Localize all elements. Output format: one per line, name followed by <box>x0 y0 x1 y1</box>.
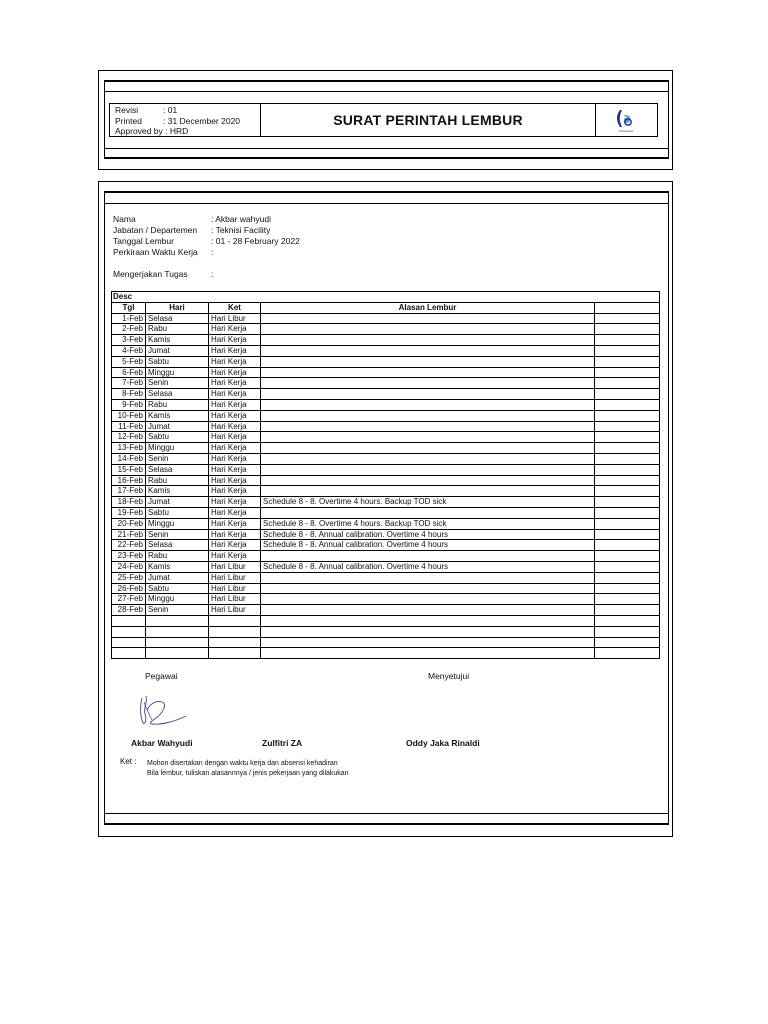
extra-cell <box>595 313 660 324</box>
hari-cell: Senin <box>146 453 209 464</box>
field-tanggal-lembur: Tanggal Lembur : 01 - 28 February 2022 <box>113 236 300 246</box>
ket-cell: Hari Kerja <box>209 345 261 356</box>
pegawai-label: Pegawai <box>145 671 178 681</box>
hari-cell: Jumat <box>146 421 209 432</box>
alasan-cell <box>261 551 595 562</box>
ket-cell: Hari Kerja <box>209 378 261 389</box>
signer-pegawai: Akbar Wahyudi <box>131 738 193 748</box>
table-row <box>112 605 660 616</box>
notes-text <box>147 759 349 779</box>
table-row <box>112 324 660 335</box>
tgl-cell: 27-Feb <box>112 594 146 605</box>
tgl-cell: 23-Feb <box>112 551 146 562</box>
alasan-cell <box>261 464 595 475</box>
extra-cell <box>595 421 660 432</box>
form-rule-top <box>104 203 669 204</box>
extra-cell <box>595 389 660 400</box>
company-logo <box>601 107 651 135</box>
table-row <box>112 551 660 562</box>
hari-cell: Sabtu <box>146 356 209 367</box>
field-jabatan: Jabatan / Departemen : Teknisi Facility <box>113 225 271 235</box>
extra-cell <box>595 475 660 486</box>
extra-cell <box>595 356 660 367</box>
ket-cell: Hari Libur <box>209 561 261 572</box>
table-row <box>112 475 660 486</box>
tgl-cell: 14-Feb <box>112 453 146 464</box>
header-table <box>109 103 658 137</box>
alasan-cell <box>261 475 595 486</box>
ket-cell: Hari Kerja <box>209 486 261 497</box>
ket-cell: Hari Libur <box>209 313 261 324</box>
meta-approved: Approved by : HRD <box>115 126 189 136</box>
table-row <box>112 464 660 475</box>
ket-cell: Hari Kerja <box>209 551 261 562</box>
tgl-cell: 18-Feb <box>112 497 146 508</box>
tgl-cell: 6-Feb <box>112 367 146 378</box>
hari-cell: Jumat <box>146 345 209 356</box>
alasan-cell <box>261 507 595 518</box>
extra-cell <box>595 486 660 497</box>
field-nama: Nama : Akbar wahyudi <box>113 214 272 224</box>
extra-cell <box>595 561 660 572</box>
ket-cell: Hari Kerja <box>209 475 261 486</box>
table-row <box>112 648 660 659</box>
extra-cell <box>595 335 660 346</box>
tgl-cell: 1-Feb <box>112 313 146 324</box>
tgl-cell: 13-Feb <box>112 443 146 454</box>
hari-cell: Selasa <box>146 389 209 400</box>
employee-info <box>113 214 300 258</box>
ket-cell: Hari Kerja <box>209 529 261 540</box>
table-row <box>112 540 660 551</box>
ket-cell: Hari Kerja <box>209 335 261 346</box>
ket-cell: Hari Kerja <box>209 443 261 454</box>
hari-cell: Minggu <box>146 443 209 454</box>
table-row <box>112 529 660 540</box>
ket-cell <box>209 637 261 648</box>
table-row <box>112 615 660 626</box>
extra-cell <box>595 648 660 659</box>
tgl-cell <box>112 615 146 626</box>
logo-icon <box>601 107 651 135</box>
tgl-cell: 7-Feb <box>112 378 146 389</box>
extra-cell <box>595 410 660 421</box>
tgl-cell <box>112 637 146 648</box>
hari-cell <box>146 637 209 648</box>
ket-cell: Hari Kerja <box>209 518 261 529</box>
alasan-cell <box>261 648 595 659</box>
hari-cell: Rabu <box>146 551 209 562</box>
alasan-cell: Schedule 8 - 8. Annual calibration. Overtime 4 hours <box>261 529 595 540</box>
ket-cell: Hari Kerja <box>209 367 261 378</box>
table-body <box>112 313 660 659</box>
tgl-cell <box>112 648 146 659</box>
ket-cell <box>209 648 261 659</box>
header-rule-bottom <box>104 148 669 149</box>
tgl-cell: 5-Feb <box>112 356 146 367</box>
ket-cell: Hari Kerja <box>209 410 261 421</box>
tgl-cell: 22-Feb <box>112 540 146 551</box>
alasan-cell <box>261 453 595 464</box>
col-alasan: Alasan Lembur <box>261 302 595 313</box>
alasan-cell <box>261 486 595 497</box>
alasan-cell <box>261 367 595 378</box>
logo-caption: Transportasi <box>618 130 634 133</box>
signer-2: Oddy Jaka Rinaldi <box>406 738 480 748</box>
hari-cell <box>146 648 209 659</box>
field-perkiraan-waktu: Perkiraan Waktu Kerja : <box>113 247 214 257</box>
ket-cell: Hari Libur <box>209 583 261 594</box>
extra-cell <box>595 399 660 410</box>
alasan-cell: Schedule 8 - 8. Annual calibration. Overtime 4 hours <box>261 561 595 572</box>
signature-image <box>134 690 194 728</box>
ket-cell: Hari Kerja <box>209 453 261 464</box>
tgl-cell: 19-Feb <box>112 507 146 518</box>
note-line: Mohon disertakan dengan waktu kerja dan absensi kehadiran <box>147 760 338 767</box>
hari-cell: Rabu <box>146 399 209 410</box>
ket-cell <box>209 626 261 637</box>
extra-cell <box>595 432 660 443</box>
table-row <box>112 378 660 389</box>
table-row <box>112 486 660 497</box>
alasan-cell <box>261 313 595 324</box>
extra-cell <box>595 367 660 378</box>
extra-cell <box>595 626 660 637</box>
meta-revisi: Revisi : 01 <box>115 105 178 115</box>
notes-label: Ket : <box>120 757 137 766</box>
hari-cell: Rabu <box>146 475 209 486</box>
header-divider-right <box>595 104 596 136</box>
extra-cell <box>595 540 660 551</box>
hari-cell: Kamis <box>146 410 209 421</box>
extra-cell <box>595 324 660 335</box>
header-rule-top <box>104 91 669 92</box>
table-row <box>112 335 660 346</box>
alasan-cell <box>261 572 595 583</box>
hari-cell: Rabu <box>146 324 209 335</box>
extra-cell <box>595 345 660 356</box>
form-rule-bottom <box>104 813 669 814</box>
extra-cell <box>595 529 660 540</box>
ket-cell: Hari Kerja <box>209 389 261 400</box>
tgl-cell: 16-Feb <box>112 475 146 486</box>
extra-cell <box>595 443 660 454</box>
table-row <box>112 626 660 637</box>
alasan-cell <box>261 410 595 421</box>
alasan-cell <box>261 637 595 648</box>
ket-cell: Hari Kerja <box>209 464 261 475</box>
table-row <box>112 507 660 518</box>
extra-cell <box>595 507 660 518</box>
hari-cell: Senin <box>146 378 209 389</box>
hari-cell: Selasa <box>146 313 209 324</box>
table-row <box>112 497 660 508</box>
alasan-cell: Schedule 8 - 8. Overtime 4 hours. Backup TOD sick <box>261 518 595 529</box>
tgl-cell: 25-Feb <box>112 572 146 583</box>
overtime-table <box>111 291 660 659</box>
hari-cell: Sabtu <box>146 583 209 594</box>
table-row <box>112 367 660 378</box>
extra-cell <box>595 497 660 508</box>
alasan-cell <box>261 615 595 626</box>
ket-cell <box>209 615 261 626</box>
hari-cell: Jumat <box>146 572 209 583</box>
ket-cell: Hari Kerja <box>209 421 261 432</box>
table-row <box>112 356 660 367</box>
alasan-cell <box>261 378 595 389</box>
table-row <box>112 410 660 421</box>
col-tgl: Tgl <box>112 302 146 313</box>
tgl-cell: 26-Feb <box>112 583 146 594</box>
tgl-cell: 24-Feb <box>112 561 146 572</box>
hari-cell: Sabtu <box>146 507 209 518</box>
alasan-cell <box>261 345 595 356</box>
ket-cell: Hari Kerja <box>209 497 261 508</box>
tgl-cell: 10-Feb <box>112 410 146 421</box>
tgl-cell: 9-Feb <box>112 399 146 410</box>
col-extra <box>595 302 660 313</box>
hari-cell: Senin <box>146 605 209 616</box>
extra-cell <box>595 551 660 562</box>
col-hari: Hari <box>146 302 209 313</box>
col-ket: Ket <box>209 302 261 313</box>
tgl-cell: 17-Feb <box>112 486 146 497</box>
tgl-cell: 4-Feb <box>112 345 146 356</box>
extra-cell <box>595 572 660 583</box>
table-row <box>112 561 660 572</box>
desc-row <box>112 292 660 303</box>
extra-cell <box>595 605 660 616</box>
ket-cell: Hari Libur <box>209 594 261 605</box>
tgl-cell: 15-Feb <box>112 464 146 475</box>
extra-cell <box>595 453 660 464</box>
tgl-cell: 8-Feb <box>112 389 146 400</box>
hari-cell: Sabtu <box>146 432 209 443</box>
desc-label: Desc <box>112 292 660 303</box>
field-tugas: Mengerjakan Tugas : <box>113 269 214 279</box>
alasan-cell: Schedule 8 - 8. Overtime 4 hours. Backup TOD sick <box>261 497 595 508</box>
hari-cell: Kamis <box>146 486 209 497</box>
tgl-cell: 2-Feb <box>112 324 146 335</box>
ket-cell: Hari Kerja <box>209 356 261 367</box>
hari-cell: Minggu <box>146 594 209 605</box>
table-row <box>112 345 660 356</box>
hari-cell: Minggu <box>146 518 209 529</box>
signer-1: Zulfitri ZA <box>262 738 303 748</box>
extra-cell <box>595 615 660 626</box>
meta-printed: Printed : 31 December 2020 <box>115 115 241 126</box>
header-row <box>112 302 660 313</box>
hari-cell: Kamis <box>146 561 209 572</box>
ket-cell: Hari Kerja <box>209 540 261 551</box>
extra-cell <box>595 637 660 648</box>
alasan-cell <box>261 583 595 594</box>
alasan-cell <box>261 443 595 454</box>
ket-cell: Hari Libur <box>209 572 261 583</box>
alasan-cell <box>261 399 595 410</box>
extra-cell <box>595 464 660 475</box>
table-row <box>112 443 660 454</box>
tgl-cell: 3-Feb <box>112 335 146 346</box>
revision-meta <box>115 105 240 137</box>
table-row <box>112 399 660 410</box>
hari-cell <box>146 626 209 637</box>
alasan-cell <box>261 335 595 346</box>
table-row <box>112 432 660 443</box>
alasan-cell <box>261 626 595 637</box>
table-row <box>112 389 660 400</box>
alasan-cell <box>261 605 595 616</box>
hari-cell <box>146 615 209 626</box>
hari-cell: Senin <box>146 529 209 540</box>
tgl-cell <box>112 626 146 637</box>
tgl-cell: 11-Feb <box>112 421 146 432</box>
alasan-cell: Schedule 8 - 8. Annual calibration. Overtime 4 hours <box>261 540 595 551</box>
ket-cell: Hari Kerja <box>209 507 261 518</box>
table-row <box>112 313 660 324</box>
extra-cell <box>595 594 660 605</box>
tgl-cell: 21-Feb <box>112 529 146 540</box>
alasan-cell <box>261 324 595 335</box>
hari-cell: Selasa <box>146 464 209 475</box>
ket-cell: Hari Kerja <box>209 324 261 335</box>
document-title: SURAT PERINTAH LEMBUR <box>333 112 523 128</box>
menyetujui-label: Menyetujui <box>428 671 470 681</box>
alasan-cell <box>261 356 595 367</box>
table-row <box>112 421 660 432</box>
extra-cell <box>595 583 660 594</box>
extra-cell <box>595 378 660 389</box>
ket-cell: Hari Kerja <box>209 432 261 443</box>
hari-cell: Selasa <box>146 540 209 551</box>
alasan-cell <box>261 594 595 605</box>
hari-cell: Minggu <box>146 367 209 378</box>
hari-cell: Jumat <box>146 497 209 508</box>
tgl-cell: 12-Feb <box>112 432 146 443</box>
table-row <box>112 594 660 605</box>
hari-cell: Kamis <box>146 335 209 346</box>
extra-cell <box>595 518 660 529</box>
ket-cell: Hari Libur <box>209 605 261 616</box>
note-line: Bila lembur, tuliskan alasannnya / jenis pekerjaan yang dilakukan <box>147 770 349 777</box>
table-row <box>112 583 660 594</box>
alasan-cell <box>261 421 595 432</box>
ket-cell: Hari Kerja <box>209 399 261 410</box>
alasan-cell <box>261 432 595 443</box>
table-row <box>112 637 660 648</box>
alasan-cell <box>261 389 595 400</box>
table-row <box>112 518 660 529</box>
tgl-cell: 20-Feb <box>112 518 146 529</box>
table-row <box>112 453 660 464</box>
tgl-cell: 28-Feb <box>112 605 146 616</box>
table-row <box>112 572 660 583</box>
